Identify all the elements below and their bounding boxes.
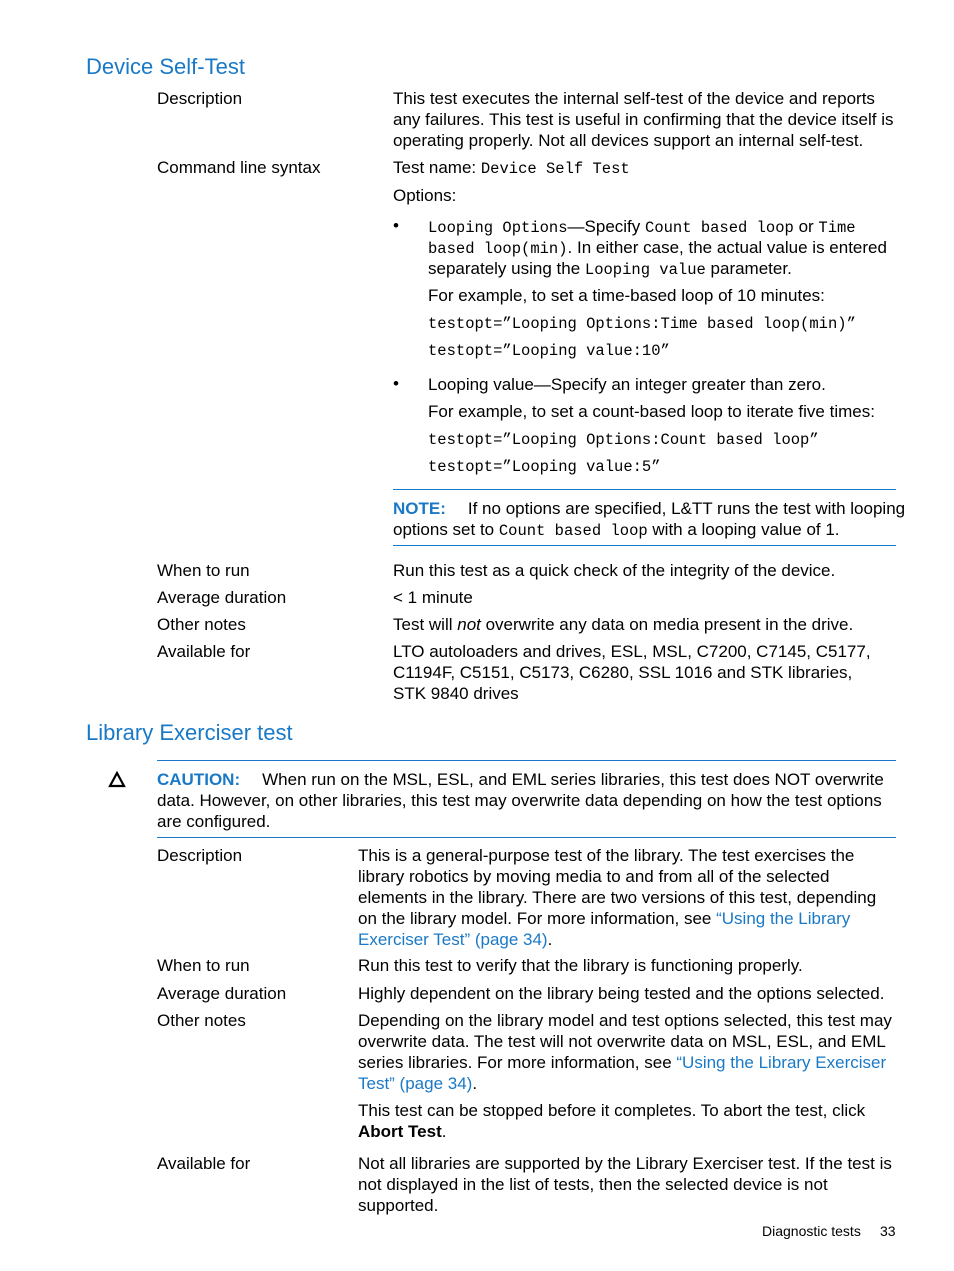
lib-other-label: Other notes bbox=[157, 1011, 246, 1030]
bullet1-line3: separately using the Looping value parameter. bbox=[428, 259, 792, 279]
lib-other-text: Depending on the library model and test options selected, this test may overwrite data. The test will not overwrite data on MSL, ESL, and EML series libraries. For more information, see “Using the Library Exerciser Test” (page 34). bbox=[358, 1011, 892, 1093]
available-line2: C1194F, C5151, C5173, C6280, SSL 1016 and STK libraries, bbox=[393, 663, 853, 682]
description-text: This test executes the internal self-test of the device and reports any failures. This test is useful in confirming that the device itself is operating properly. Not all devices support an internal self-test. bbox=[393, 89, 894, 150]
description-label: Description bbox=[157, 89, 243, 108]
bullet-dot: • bbox=[393, 216, 399, 235]
note-line2: options set to Count based loop with a looping value of 1. bbox=[393, 520, 840, 540]
note-box bbox=[393, 489, 906, 546]
library-exerciser-link[interactable]: “Using the Library Exerciser Test” (page 34) bbox=[358, 1053, 887, 1093]
available-label: Available for bbox=[157, 642, 251, 661]
section-heading-device-self-test: Device Self-Test bbox=[86, 54, 245, 79]
section-heading-library-exerciser: Library Exerciser test bbox=[86, 720, 293, 745]
other-notes-text: Test will not overwrite any data on media present in the drive. bbox=[393, 615, 854, 634]
duration-text: < 1 minute bbox=[393, 588, 473, 607]
lib-available-label: Available for bbox=[157, 1154, 251, 1173]
other-notes-label: Other notes bbox=[157, 615, 246, 634]
bullet2-example-line1: testopt=”Looping Options:Count based loop” bbox=[428, 431, 819, 449]
bullet2-example-intro: For example, to set a count-based loop to iterate five times: bbox=[428, 402, 875, 421]
lib-duration-text: Highly dependent on the library being tested and the options selected. bbox=[358, 984, 885, 1003]
lib-when-text: Run this test to verify that the library is functioning properly. bbox=[358, 956, 803, 975]
bullet1-example-line1: testopt=”Looping Options:Time based loop(min)” bbox=[428, 315, 856, 333]
when-text: Run this test as a quick check of the integrity of the device. bbox=[393, 561, 836, 580]
test-name-line: Test name: Device Self Test bbox=[393, 158, 630, 178]
lib-description-label: Description bbox=[157, 846, 243, 865]
lib-abort-text: This test can be stopped before it completes. To abort the test, click Abort Test. bbox=[358, 1101, 866, 1141]
lib-when-label: When to run bbox=[157, 956, 250, 975]
options-label: Options: bbox=[393, 186, 457, 205]
bullet1-example-intro: For example, to set a time-based loop of 10 minutes: bbox=[428, 286, 825, 305]
when-label: When to run bbox=[157, 561, 250, 580]
caution-line1: CAUTION: When run on the MSL, ESL, and EML series libraries, this test does NOT overwrite bbox=[157, 770, 884, 789]
bullet2-text: Looping value—Specify an integer greater than zero. bbox=[428, 375, 826, 394]
caution-line2: data. However, on other libraries, this test may overwrite data depending on how the test options bbox=[157, 791, 882, 810]
page-number: 33 bbox=[880, 1223, 896, 1239]
bullet1-example-line2: testopt=”Looping value:10” bbox=[428, 342, 670, 360]
caution-icon bbox=[108, 771, 126, 788]
bullet1-line2: based loop(min). In either case, the actual value is entered bbox=[428, 238, 887, 258]
note-label: NOTE: bbox=[393, 499, 446, 518]
bullet2-example-line2: testopt=”Looping value:5” bbox=[428, 458, 661, 476]
lib-available-text: Not all libraries are supported by the Library Exerciser test. If the test is not displayed in the list of tests, then the selected device is not supported. bbox=[358, 1154, 892, 1215]
note-line1: NOTE: If no options are specified, L&TT runs the test with looping bbox=[393, 499, 906, 518]
library-exerciser-link[interactable]: “Using the Library Exerciser Test” (page 34) bbox=[358, 909, 851, 949]
test-name-code: Device Self Test bbox=[480, 160, 630, 178]
abort-test-label: Abort Test bbox=[358, 1122, 442, 1141]
available-line1: LTO autoloaders and drives, ESL, MSL, C7200, C7145, C5177, bbox=[393, 642, 871, 661]
caution-box bbox=[157, 760, 896, 838]
available-line3: STK 9840 drives bbox=[393, 684, 519, 703]
caution-label: CAUTION: bbox=[157, 770, 241, 789]
lib-description-text: This is a general-purpose test of the library. The test exercises the library robotics by moving media to and from all of the selected elements in the library. There are two versions of this test, depending on the library model. For more information, see “Using the Library Exerciser Test” (page 34). bbox=[358, 846, 877, 949]
bullet1-line1: Looping Options—Specify Count based loop or Time bbox=[428, 217, 856, 237]
duration-label: Average duration bbox=[157, 588, 287, 607]
footer-section: Diagnostic tests bbox=[762, 1223, 861, 1239]
bullet-dot: • bbox=[393, 374, 399, 393]
syntax-label: Command line syntax bbox=[157, 158, 321, 177]
caution-line3: are configured. bbox=[157, 812, 271, 831]
lib-duration-label: Average duration bbox=[157, 984, 287, 1003]
